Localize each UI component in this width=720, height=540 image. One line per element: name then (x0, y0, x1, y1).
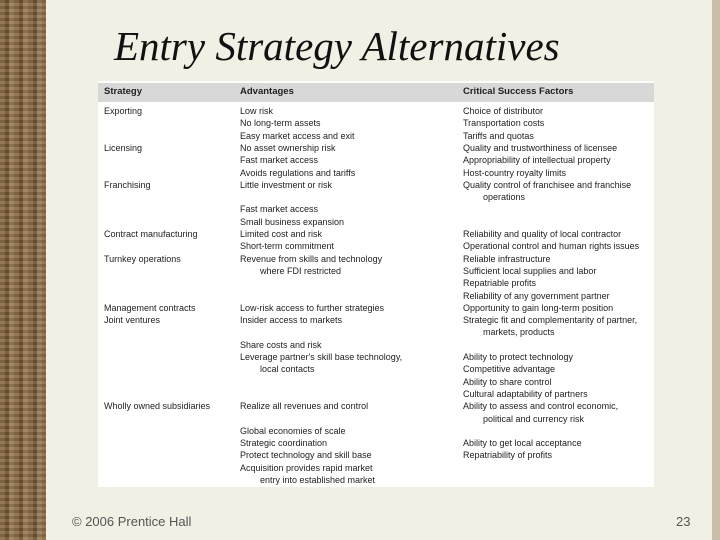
advantage-line: Easy market access and exit (240, 130, 355, 141)
critical-factor-line: Strategic fit and complementarity of partner, (463, 315, 638, 326)
entry-strategy-table (98, 81, 654, 487)
critical-factor-line: Quality and trustworthiness of licensee (463, 142, 618, 153)
advantage-line: Fast market access (240, 204, 319, 215)
strategy-cell: Wholly owned subsidiaries (104, 401, 211, 412)
critical-factor-line: operations (483, 192, 526, 203)
critical-factor-line: Reliability and quality of local contractor (463, 229, 622, 239)
advantage-line: Short-term commitment (240, 241, 335, 252)
advantage-line: local contacts (260, 364, 315, 375)
critical-factor-line: Reliable infrastructure (463, 253, 551, 264)
page-number: 23 (676, 514, 691, 529)
advantage-line: Little investment or risk (240, 179, 333, 190)
critical-factor-line: Ability to get local acceptance (463, 438, 582, 449)
strategy-cell: Licensing (104, 142, 143, 153)
decorative-border (0, 0, 46, 540)
advantage-line: Avoids regulations and tariffs (240, 167, 356, 178)
critical-factor-line: markets, products (483, 327, 555, 338)
advantage-line: Insider access to markets (240, 315, 343, 326)
critical-factor-line: Transportation costs (463, 118, 545, 129)
critical-factor-line: Cultural adaptability of partners (463, 388, 588, 399)
right-edge (712, 0, 720, 540)
table-header-row (98, 83, 654, 102)
strategy-cell: Contract manufacturing (104, 229, 198, 239)
advantage-line: Acquisition provides rapid market (240, 462, 373, 473)
advantage-line: Leverage partner's skill base technology, (240, 352, 403, 362)
critical-factor-line: Ability to share control (463, 376, 552, 387)
critical-factor-line: Host-country royalty limits (463, 167, 567, 178)
advantage-line: Revenue from skills and technology (240, 253, 383, 264)
critical-factor-line: Reliability of any government partner (463, 290, 610, 301)
critical-factor-line: Repatriability of profits (463, 450, 553, 461)
critical-factor-line: Operational control and human rights issues (463, 241, 640, 252)
advantage-line: Low risk (240, 106, 274, 116)
header-critical-success-factors: Critical Success Factors (463, 86, 574, 97)
advantage-line: Global economies of scale (240, 425, 346, 436)
critical-factor-line: Quality control of franchisee and franchise (463, 179, 632, 190)
copyright-notice: © 2006 Prentice Hall (72, 514, 192, 529)
advantage-line: No asset ownership risk (240, 142, 336, 153)
critical-factor-line: Ability to protect technology (463, 352, 574, 362)
advantage-line: Strategic coordination (240, 438, 328, 449)
advantage-line: where FDI restricted (260, 265, 342, 276)
critical-factor-line: political and currency risk (483, 413, 585, 424)
strategy-cell: Joint ventures (104, 315, 161, 326)
critical-factor-line: Opportunity to gain long-term position (463, 302, 614, 313)
strategy-cell: Management contracts (104, 302, 196, 313)
critical-factor-line: Tariffs and quotas (463, 130, 534, 141)
critical-factor-line: Appropriability of intellectual property (463, 155, 611, 166)
critical-factor-line: Ability to assess and control economic, (463, 401, 619, 412)
slide-title: Entry Strategy Alternatives (114, 23, 560, 69)
advantage-line: Realize all revenues and control (240, 401, 369, 412)
critical-factor-line: Repatriable profits (463, 278, 537, 289)
advantage-line: Low-risk access to further strategies (240, 302, 385, 313)
advantage-line: Protect technology and skill base (240, 450, 372, 461)
strategy-cell: Exporting (104, 106, 143, 116)
advantage-line: Limited cost and risk (240, 229, 323, 239)
advantage-line: Small business expansion (240, 216, 345, 227)
advantage-line: No long-term assets (240, 118, 321, 129)
header-strategy: Strategy (104, 86, 143, 97)
critical-factor-line: Choice of distributor (463, 106, 544, 116)
advantage-line: Share costs and risk (240, 339, 322, 350)
header-advantages: Advantages (240, 86, 294, 97)
strategy-cell: Turnkey operations (104, 253, 181, 264)
critical-factor-line: Competitive advantage (463, 364, 556, 375)
advantage-line: Fast market access (240, 155, 319, 166)
strategy-cell: Franchising (104, 179, 151, 190)
critical-factor-line: Sufficient local supplies and labor (463, 265, 597, 276)
advantage-line: entry into established market (260, 475, 376, 485)
